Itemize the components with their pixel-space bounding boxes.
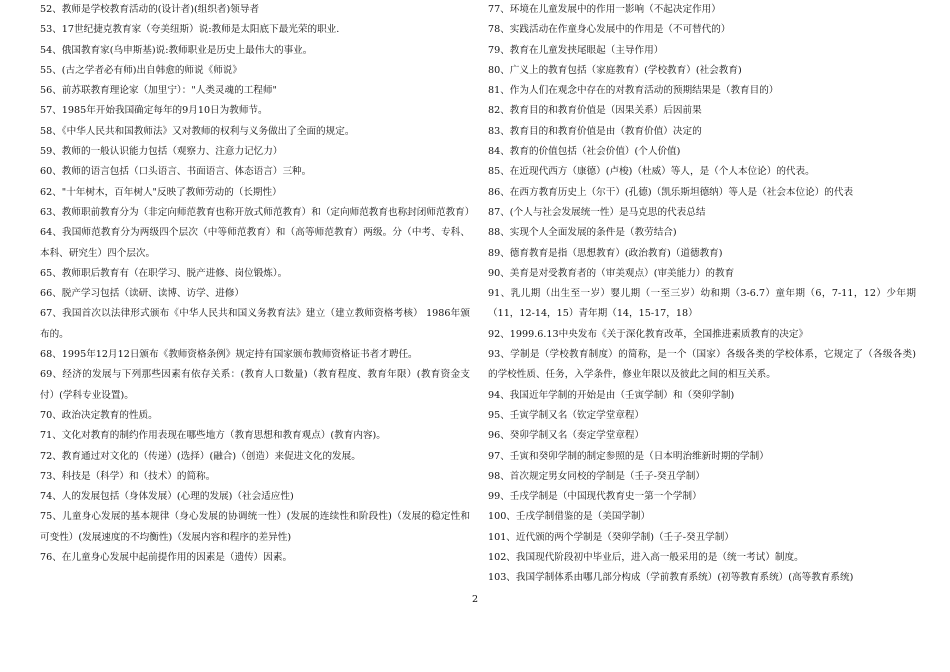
list-item: 93、学制是（学校教育制度）的简称，是一个（国家）各级各类的学校体系，它规定了（各级各类)的学校性质、任务，入学条件，修业年限以及彼此之间的相互关系。 (488, 349, 916, 381)
list-item: 71、文化对教育的制约作用表现在哪些地方（教育思想和教育观点）(教育内容)。 (40, 430, 386, 442)
list-item: 59、教师的一般认识能力包括（观察力、注意力记忆力） (40, 146, 283, 158)
list-item: 62、"十年树木，百年树人"反映了教师劳动的（长期性） (40, 186, 282, 198)
list-item: 53、17世纪捷克教育家（夸美纽斯）说:教师是太阳底下最光荣的职业. (40, 24, 340, 36)
list-item: 52、教师是学校教育活动的(设计者)(组织者)领导者 (40, 4, 260, 15)
list-item: 91、乳儿期（出生至一岁）婴儿期（一至三岁）幼和期（3-6.7）童年期（6，7-11，12）少年期（11，12-14，15）青年期（14，15-17，18） (488, 288, 916, 320)
list-item: 103、我国学制体系由哪几部分构成（学前教育系统）(初等教育系统）(高等教育系统) (488, 572, 854, 584)
list-item: 102、我国现代阶段初中毕业后，进入高一般采用的是（统一考试）制度。 (488, 552, 804, 564)
list-item: 100、壬戌学制借鉴的是（美国学制） (488, 511, 651, 523)
list-item: 74、人的发展包括（身体发展）(心理的发展)（社会适应性) (40, 491, 294, 503)
list-item: 66、脱产学习包括（读研、读博、访学、进修） (40, 288, 245, 300)
list-item: 90、美育是对受教育者的（审美观点）(审美能力）的教育 (488, 267, 735, 279)
list-item: 69、经济的发展与下列那些因素有依存关系：(教育人口数量)（教育程度、教育年限）(教育资金支付）(学科专业设置)。 (40, 369, 470, 401)
list-item: 67、我国首次以法律形式颁布《中华人民共和国义务教育法》建立（建立教师资格考核） 1986年颁布的。 (40, 308, 470, 340)
list-item: 78、实践活动在作童身心发展中的作用是（不可替代的） (488, 24, 731, 36)
list-item: 80、广义上的教育包括（家庭教育）(学校教育）(社会教育) (488, 64, 742, 76)
list-item: 64、我国师范教育分为两级四个层次（中等师范教育）和（高等师范教育）两级。分（中考、专科、本科、研究生）四个层次。 (40, 227, 470, 259)
list-item: 97、壬寅和癸卯学制的制定参照的是（日本明治维新时期的学制） (488, 450, 769, 462)
list-item: 96、癸卯学制又名（奏定学堂章程） (488, 430, 645, 442)
list-item: 83、教育目的和教育价值是由（教育价值）决定的 (488, 125, 702, 137)
list-item: 70、政治决定教育的性质。 (40, 409, 158, 421)
list-item: 89、德育教育是指（思想教育）(政治教育)（道德教育) (488, 247, 723, 259)
list-item: 82、教育目的和教育价值是（因果关系）后因前果 (488, 105, 702, 117)
list-item: 101、近代颁的两个学制是（癸卯学制)（壬子-癸丑学制） (488, 531, 734, 543)
list-item: 63、教师职前教育分为（非定向师范教育也称开放式师范教育）和（定向师范教育也称封闭师范教育） (40, 206, 475, 218)
list-item: 65、教师职后教育有（在职学习、脱产进修、岗位锻炼）。 (40, 267, 288, 279)
list-item: 60、教师的语言包括（口头语言、书面语言、体态语言）三种。 (40, 166, 312, 178)
list-item: 54、俄国教育家(乌申斯基)说:教师职业是历史上最伟大的事业。 (40, 44, 313, 56)
list-item: 84、教育的价值包括（社会价值）(个人价值) (488, 146, 681, 158)
list-item: 72、教育通过对文化的（传递）(选择）(融合)（创造）来促进文化的发展。 (40, 450, 361, 462)
list-item: 87、(个人与社会发展统一性）是马克思的代表总结 (488, 206, 706, 218)
list-item: 79、教育在儿童发挟尾眼起（主导作用） (488, 44, 664, 56)
list-item: 77、环境在儿童发展中的作用一影响（不起决定作用） (488, 4, 721, 15)
list-item: 76、在儿童身心发展中起前提作用的因素是（遗传）因素。 (40, 552, 293, 564)
list-item: 73、科技是（科学）和（技术）的简称。 (40, 470, 216, 482)
list-item: 55、(古之学者必有师)出自韩愈的师说《师说》 (40, 64, 242, 76)
list-item: 68、1995年12月12日颁布《教师资格条例》规定持有国家颁布教师资格证书者才聘任。 (40, 349, 418, 361)
list-item: 58、《中华人民共和国教师法》又对教师的权利与义务做出了全面的规定。 (40, 125, 355, 137)
list-item: 88、实现个人全面发展的条件是（教劳结合) (488, 227, 677, 239)
list-item: 85、在近现代西方（康德）(卢梭)（杜威）等人，是（个人本位论）的代表。 (488, 166, 815, 178)
list-item: 94、我国近年学制的开始是由（壬寅学制）和（癸卯学制) (488, 389, 735, 401)
page-number: 2 (471, 594, 479, 605)
list-item: 75、儿童身心发展的基本规律（身心发展的协调统一性）(发展的连续性和阶段性)（发展的稳定性和可变性）(发展速度的不均衡性)（发展内容和程序的差异性) (40, 511, 470, 543)
list-item: 98、首次规定男女同校的学制是（壬子-癸丑学制） (488, 470, 705, 482)
list-item: 99、壬戌学制是（中国现代教育史一第一个学制） (488, 491, 702, 503)
right-column (488, 0, 916, 589)
list-item: 56、前苏联教育理论家（加里宁）："人类灵魂的工程师" (40, 85, 277, 97)
list-item: 92、1999.6.13中央发布《关于深化教育改革，全国推进素质教育的决定》 (488, 328, 809, 340)
list-item: 95、壬寅学制又名（钦定学堂章程） (488, 409, 645, 421)
list-item: 57、1985年开始我国确定每年的9月10日为教师节。 (40, 105, 268, 117)
left-column (40, 0, 475, 568)
list-item: 86、在西方教育历史上（尔干）(孔德)（凯乐斯坦德纳）等人是（社会本位论）的代表 (488, 186, 854, 198)
list-item: 81、作为人们在观念中存在的对教育活动的预期结果是（教育目的） (488, 85, 779, 97)
